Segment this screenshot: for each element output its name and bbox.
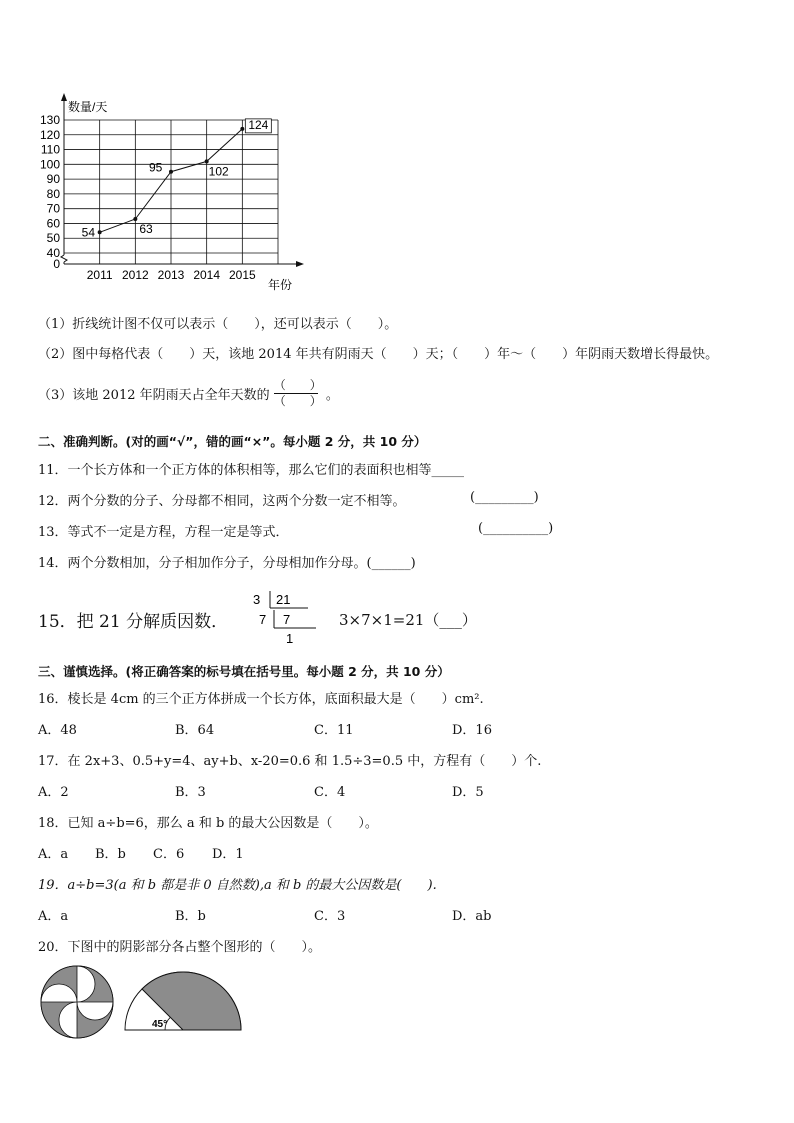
question-16: 16．棱长是 4cm 的三个正方体拼成一个长方体，底面积最大是（ ）cm².: [38, 692, 484, 707]
x-tick-labels: [87, 268, 256, 282]
q18-option-c[interactable]: C．6: [153, 847, 185, 862]
divisor-2: 7: [259, 612, 267, 627]
x-axis-label: 年份: [268, 278, 293, 292]
question-20: 20．下图中的阴影部分各占整个图形的（ ）。: [38, 940, 322, 955]
q18-option-d[interactable]: D．1: [212, 847, 244, 862]
line-chart: [30, 90, 320, 300]
question-17: 17．在 2x+3、0.5+y=4、ay+b、x-20=0.6 和 1.5÷3=0.5 中，方程有（ ）个.: [38, 754, 542, 769]
y-tick-label: 0: [53, 257, 60, 271]
data-point: [169, 170, 173, 174]
q3-denominator: （ ）: [273, 394, 322, 408]
question-15-statement: 3×7×1=21（___）: [339, 611, 477, 629]
chart-question-1: （1）折线统计图不仅可以表示（ ），还可以表示（ ）。: [38, 317, 398, 332]
data-label: 63: [139, 222, 153, 237]
q18-option-a[interactable]: A．a: [38, 847, 69, 862]
y-axis-label: 数量/天: [68, 100, 108, 114]
y-tick-label: 80: [46, 186, 60, 201]
quotient-1: 7: [283, 612, 291, 627]
question-15-text: 15．把 21 分解质因数．: [38, 612, 229, 632]
y-axis-arrow: [61, 93, 67, 101]
y-tick-label: 130: [39, 113, 60, 127]
question-12: 12．两个分数的分子、分母都不相同，这两个分数一定不相等。: [38, 494, 406, 509]
y-tick-label: 100: [39, 157, 60, 172]
section3-title: 三、谨慎选择。(将正确答案的标号填在括号里。每小题 2 分，共 10 分）: [38, 664, 450, 679]
q17-option-b[interactable]: B．3: [175, 785, 206, 800]
q3-text: （3）该地 2012 年阴雨天占全年天数的: [38, 388, 270, 403]
q17-option-a[interactable]: A．2: [38, 785, 69, 800]
data-labels: [82, 118, 272, 239]
short-division-diagram: [250, 588, 325, 648]
q19-option-a[interactable]: A．a: [38, 909, 69, 924]
y-tick-label: 50: [46, 231, 60, 246]
data-label: 102: [208, 164, 229, 179]
question-14: 14．两个分数相加，分子相加作分子，分母相加作分母。(______): [38, 556, 416, 571]
q16-option-a[interactable]: A．48: [38, 723, 77, 738]
y-tick-label: 120: [39, 127, 60, 142]
y-tick-label: 110: [40, 142, 60, 157]
question-13: 13．等式不一定是方程，方程一定是等式．: [38, 525, 289, 540]
chart-question-3: [38, 378, 339, 409]
data-label: 54: [81, 225, 96, 240]
quotient-2: 1: [286, 631, 294, 646]
q19-option-c[interactable]: C．3: [314, 909, 346, 924]
q3-numerator: （ ）: [273, 378, 322, 392]
data-point: [133, 217, 137, 221]
chart-grid: [64, 117, 278, 264]
q19-option-d[interactable]: D．ab: [452, 909, 492, 924]
q18-option-b[interactable]: B．b: [95, 847, 126, 862]
q3-end: 。: [325, 388, 339, 403]
q16-option-b[interactable]: B．64: [175, 723, 215, 738]
q16-option-c[interactable]: C．11: [314, 723, 354, 738]
data-label: 124: [248, 117, 269, 132]
q17-option-c[interactable]: C．4: [314, 785, 346, 800]
data-point: [205, 159, 209, 163]
angle-label: 45°: [152, 1019, 168, 1030]
question-13-blank[interactable]: (__________): [478, 521, 554, 536]
section2-title: 二、准确判断。(对的画“√”，错的画“×”。每小题 2 分，共 10 分）: [38, 434, 427, 449]
q19-option-b[interactable]: B．b: [175, 909, 206, 924]
dividend-1: 21: [276, 592, 291, 607]
x-tick-label: 2011: [86, 268, 113, 282]
data-point: [98, 230, 102, 234]
y-tick-label: 90: [46, 172, 60, 187]
data-point: [240, 127, 244, 131]
x-tick-label: 2012: [121, 268, 149, 282]
y-tick-label: 40: [46, 246, 60, 260]
data-label: 95: [149, 160, 163, 175]
y-tick-label: 60: [46, 216, 60, 231]
x-tick-label: 2014: [193, 268, 221, 282]
divisor-1: 3: [253, 592, 261, 607]
question-12-blank[interactable]: (_________): [470, 490, 539, 505]
axis-break: [61, 255, 67, 262]
q17-option-d[interactable]: D．5: [452, 785, 484, 800]
y-tick-label: 70: [46, 201, 60, 216]
x-tick-label: 2015: [228, 268, 256, 282]
question-19: 19．a÷b=3(a 和 b 都是非 0 自然数),a 和 b 的最大公因数是( ).: [38, 878, 437, 893]
q16-option-d[interactable]: D．16: [452, 723, 492, 738]
q3-fraction: [274, 378, 322, 409]
semicircle-sector-figure: [122, 965, 244, 1033]
chart-question-2: （2）图中每格代表（ ）天，该地 2014 年共有阴雨天（ ）天；（ ）年～（ ）年阴雨天数增长得最快。: [38, 347, 719, 362]
x-axis-arrow: [296, 261, 304, 267]
x-tick-label: 2013: [157, 268, 185, 282]
question-18: 18．已知 a÷b=6，那么 a 和 b 的最大公因数是（ ）。: [38, 816, 378, 831]
shaded-circle-figure: [38, 963, 116, 1041]
y-tick-labels: [40, 113, 60, 271]
question-11: 11．一个长方体和一个正方体的体积相等，那么它们的表面积也相等_____: [38, 463, 465, 478]
